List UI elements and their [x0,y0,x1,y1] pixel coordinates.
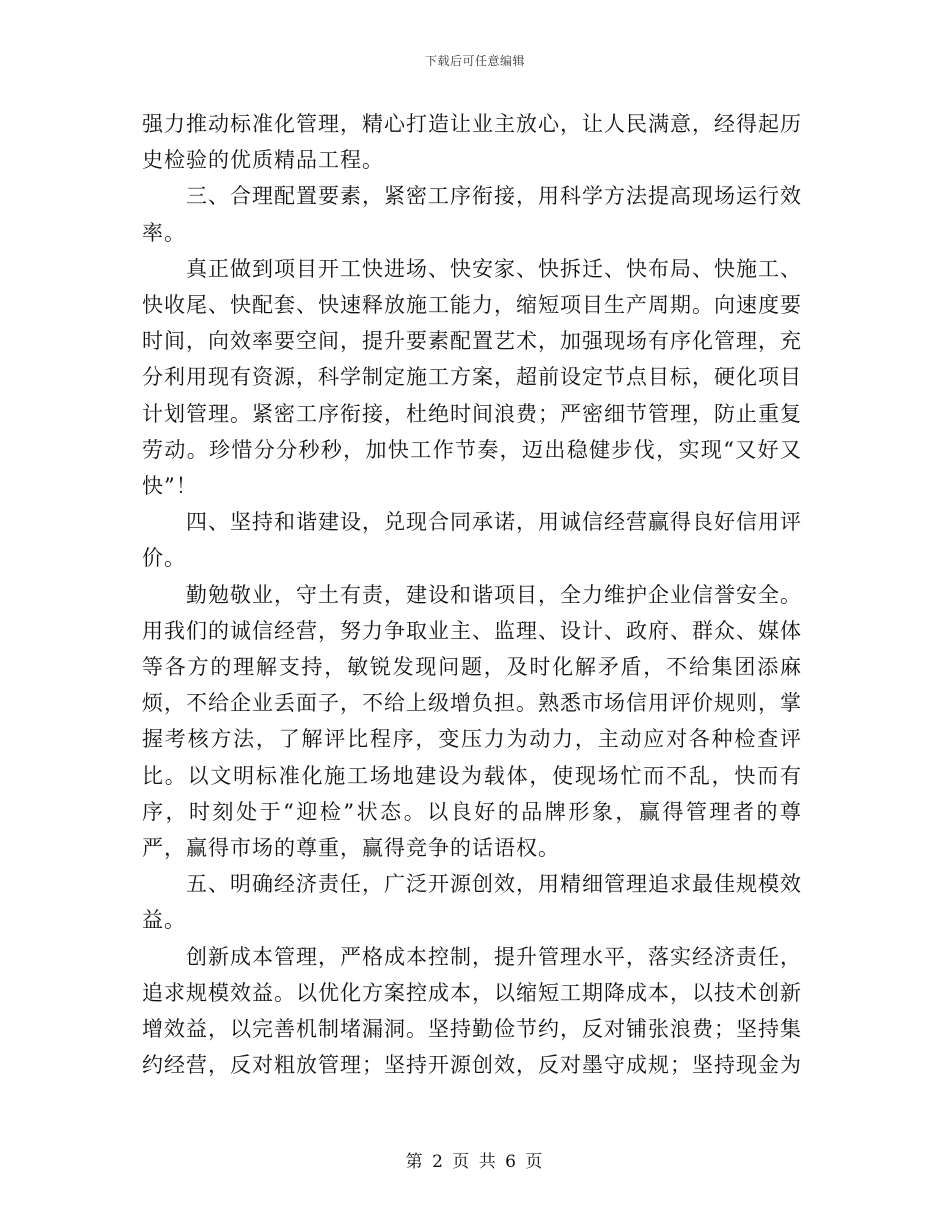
page-number-footer: 第 2 页 共 6 页 [405,1152,545,1172]
document-body [142,106,802,1083]
section-heading-4: 四、坚持和谐建设，兑现合同承诺，用诚信经营赢得良好信用评价。 [142,510,802,571]
paragraph-section-4: 勤勉敬业，守土有责，建设和谐项目，全力维护企业信誉安全。用我们的诚信经营，努力争取业主、监理、设计、政府、群众、媒体等各方的理解支持，敏锐发现问题，及时化解矛盾，不给集团添麻烦，不给企业丢面子，不给上级增负担。熟悉市场信用评价规则，掌握考核方法，了解评比程序，变压力为动力，主动应对各种检查评比。以文明标准化施工场地建设为载体，使现场忙而不乱，快而有序，时刻处于“迎检”状态。以良好的品牌形象，赢得管理者的尊严，赢得市场的尊重，赢得竞争的话语权。 [142,582,802,861]
paragraph-section-5: 创新成本管理，严格成本控制，提升管理水平，落实经济责任，追求规模效益。以优化方案控成本，以缩短工期降成本，以技术创新增效益，以完善机制堵漏洞。坚持勤俭节约，反对铺张浪费；坚持集约经营，反对粗放管理；坚持开源创效，反对墨守成规；坚持现金为 [142,944,802,1078]
paragraph-continuation: 强力推动标准化管理，精心打造让业主放心，让人民满意，经得起历史检验的优质精品工程。 [142,112,802,173]
header-note: 下载后可任意编辑 [424,54,525,68]
paragraph-section-3: 真正做到项目开工快进场、快安家、快拆迁、快布局、快施工、快收尾、快配套、快速释放施工能力，缩短项目生产周期。向速度要时间，向效率要空间，提升要素配置艺术，加强现场有序化管理，充分利用现有资源，科学制定施工方案，超前设定节点目标，硬化项目计划管理。紧密工序衔接，杜绝时间浪费；严密细节管理，防止重复劳动。珍惜分分秒秒，加快工作节奏，迈出稳健步伐，实现“又好又快”！ [142,256,802,499]
section-heading-5: 五、明确经济责任，广泛开源创效，用精细管理追求最佳规模效益。 [142,872,802,933]
section-heading-3: 三、合理配置要素，紧密工序衔接，用科学方法提高现场运行效率。 [142,184,802,245]
